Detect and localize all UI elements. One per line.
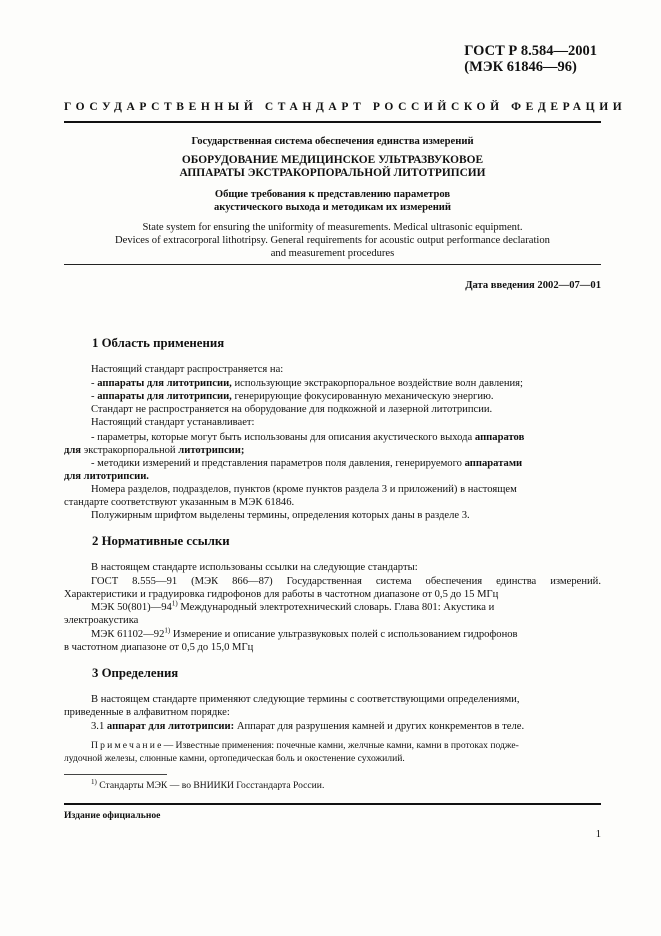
title-rule (64, 264, 601, 265)
s1-paragraph-2: Стандарт не распространяется на оборудование для подкожной и лазерной литотрипсии. (91, 404, 493, 415)
s1-paragraph-5: Полужирным шрифтом выделены термины, определения которых даны в разделе 3. (91, 510, 470, 521)
s2-ref-3-line-2: в частотном диапазоне от 0,5 до 15,0 МГц (64, 642, 254, 653)
s1-paragraph-4-line-2: стандарте соответствуют указанным в МЭК 61846. (64, 497, 295, 508)
s1-list-item-3: - параметры, которые могут быть использованы для описания акустического выхода аппаратов (91, 432, 525, 443)
s1-paragraph-4-line-1: Номера разделов, подразделов, пунктов (кроме пунктов раздела 3 и приложений) в настоящем (91, 484, 517, 495)
subtitle-line-2: акустического выхода и методикам их измерений (213, 202, 452, 213)
section-3-heading: 3 Определения (92, 666, 179, 680)
system-title: Государственная система обеспечения единства измерений (191, 136, 474, 147)
s2-ref-1-line-2: Характеристики и градуировка гидрофонов для работы в частотном диапазоне от 0,5 до 15 МГц (64, 589, 499, 600)
main-title-line-1: ОБОРУДОВАНИЕ МЕДИЦИНСКОЕ УЛЬТРАЗВУКОВОЕ (181, 154, 484, 166)
s2-paragraph-1: В настоящем стандарте использованы ссылки на следующие стандарты: (91, 562, 418, 573)
section-1-heading: 1 Область применения (92, 336, 225, 350)
header-rule (64, 121, 601, 123)
introduction-date: Дата введения 2002—07—01 (465, 280, 601, 291)
official-edition: Издание официальное (64, 810, 161, 821)
s2-ref-3-line-1: МЭК 61102—92$^{1)}$ Измерение и описание ультразвуковых полей с использованием гидрофонов (91, 626, 518, 640)
gost-number: ГОСТ Р 8.584—2001 (464, 43, 597, 59)
iec-number: (МЭК 61846—96) (464, 59, 577, 75)
s1-list-item-1: - аппараты для литотрипсии, использующие экстракорпоральное воздействие волн давления; (91, 378, 524, 389)
s2-ref-2-line-1: МЭК 50(801)—94$^{1)}$ Международный электротехнический словарь. Глава 801: Акустика и (91, 599, 495, 613)
subtitle-line-1: Общие требования к представлению параметров (214, 189, 451, 200)
s1-list-item-4: - методики измерений и представления параметров поля давления, генерируемого аппаратами (91, 458, 523, 469)
s3-note-line-1: Примечание— Известные применения: почечные камни, желчные камни, камни в протоках подже- (91, 740, 519, 751)
s3-definition-3-1: 3.1 аппарат для литотрипсии: Аппарат для разрушения камней и других конкрементов в теле. (91, 721, 525, 732)
s1-list-item-3-cont: для экстракорпоральной литотрипсии; (64, 445, 245, 456)
s3-note-line-2: лудочной железы, слюнные камни, ортопедическая боль и окостенение сухожилий. (64, 753, 405, 764)
s3-paragraph-1-line-2: приведенные в алфавитном порядке: (64, 707, 230, 718)
english-title-line-2: Devices of extracorporal lithotripsy. General requirements for acoustic output performance declaration (115, 235, 550, 246)
s1-paragraph-3: Настоящий стандарт устанавливает: (91, 417, 255, 428)
document-identifier (464, 43, 597, 75)
footnote: $^{1)}$ Стандарты МЭК — во ВНИИКИ Госстандарта России. (91, 777, 325, 791)
s2-ref-1-line-1: ГОСТ 8.555—91 (МЭК 866—87) Государственная система обеспечения единства измерений. (91, 576, 601, 587)
s1-paragraph-1: Настоящий стандарт распространяется на: (91, 364, 284, 375)
footer-rule (64, 803, 601, 805)
english-title-line-1: State system for ensuring the uniformity of measurements. Medical ultrasonic equipment. (142, 222, 523, 233)
state-standard-banner: ГОСУДАРСТВЕННЫЙ СТАНДАРТ РОССИЙСКОЙ ФЕДЕРАЦИИ (64, 101, 627, 113)
s1-list-item-4-cont: для литотрипсии. (64, 471, 149, 482)
page-number: 1 (595, 829, 601, 840)
section-2-heading: 2 Нормативные ссылки (92, 534, 230, 548)
english-title-line-3: and measurement procedures (270, 248, 395, 259)
s3-paragraph-1-line-1: В настоящем стандарте применяют следующие термины с соответствующими определениями, (91, 694, 520, 705)
footnote-rule (64, 774, 167, 775)
s1-list-item-2: - аппараты для литотрипсии, генерирующие фокусированную механическую энергию. (91, 391, 494, 402)
s2-ref-2-line-2: электроакустика (64, 615, 139, 626)
main-title-line-2: АППАРАТЫ ЭКСТРАКОРПОРАЛЬНОЙ ЛИТОТРИПСИИ (179, 167, 486, 179)
